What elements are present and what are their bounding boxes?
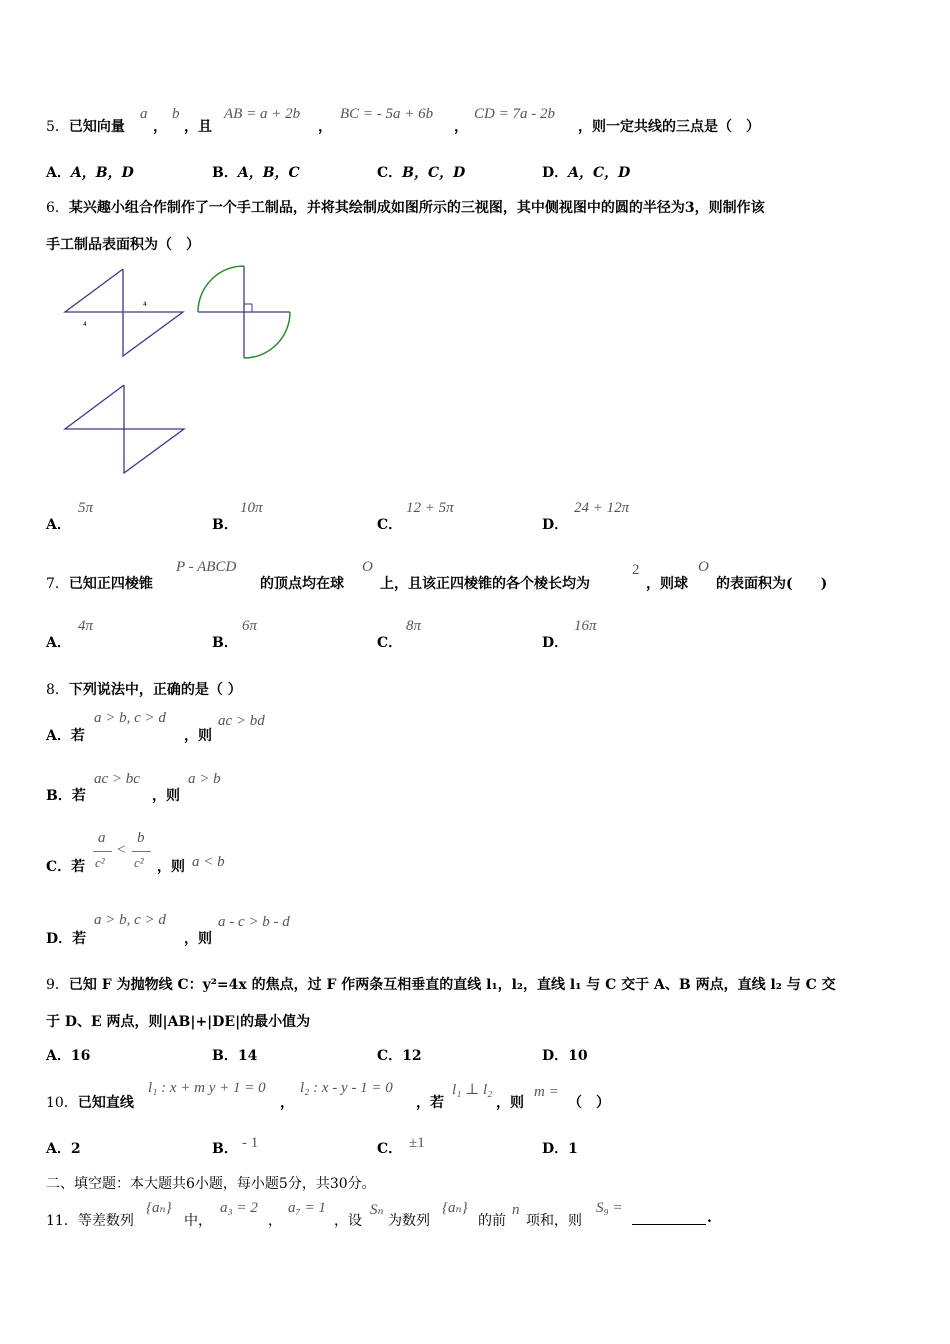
q8-option-a[interactable]: [46, 725, 85, 745]
q9-option-c[interactable]: [377, 1045, 422, 1065]
q8-option-d[interactable]: [46, 928, 86, 948]
front-view-label-top: 4: [143, 301, 147, 308]
q11-sequence-2: {aₙ}: [442, 1200, 468, 1216]
q5-number: 5．: [46, 119, 69, 135]
q6-option-c-value: 12 + 5π: [406, 500, 454, 516]
q10-option-c-value: ±1: [409, 1135, 425, 1151]
option-text: 14: [237, 1048, 258, 1064]
q5-bc-expr: BC = - 5a + 6b: [340, 106, 434, 122]
q8-c-denominator-1: c²: [95, 855, 105, 870]
q11-line: [46, 1210, 134, 1230]
q5-sep-3: ，: [454, 119, 468, 135]
q6-option-b-value: 10π: [240, 500, 263, 516]
q10-line-l1: l₁ : x + m y + 1 = 0: [148, 1080, 266, 1096]
q10-text-1: 已知直线: [77, 1095, 134, 1111]
option-text: B，C，D: [402, 165, 466, 181]
q10-option-b-value: - 1: [242, 1135, 259, 1151]
option-text: 1: [568, 1141, 578, 1157]
q11-text-4: 为数列: [388, 1213, 430, 1229]
q5-sep-1: ，: [153, 119, 167, 135]
q10-perpendicular: l₁ ⊥ l₂: [452, 1082, 493, 1098]
q10-number: 10．: [46, 1095, 78, 1111]
q7-text-3: 上，且该正四棱锥的各个棱长均为: [380, 576, 590, 592]
option-letter: A．: [46, 1048, 71, 1064]
q8-a-then: ，则: [184, 728, 212, 744]
q11-sn: Sₙ: [370, 1202, 384, 1218]
q6-option-a-letter[interactable]: A．: [46, 517, 71, 533]
q8-b-then: ，则: [152, 788, 180, 804]
q10-line: [46, 1092, 134, 1112]
q5-text-2: ，且: [184, 119, 212, 135]
q7-option-b-letter[interactable]: B．: [212, 635, 238, 651]
q5-vector-b: b: [172, 106, 180, 122]
option-letter: C．: [377, 1048, 403, 1064]
q7-number: 7．: [46, 576, 69, 592]
q10-option-c-letter[interactable]: C．: [377, 1141, 403, 1157]
q5-option-a[interactable]: [46, 162, 134, 182]
q10-text-3: ，则: [496, 1095, 524, 1111]
q7-option-d-letter[interactable]: D．: [542, 635, 569, 651]
option-text: 2: [70, 1141, 81, 1157]
q9-text-1: 已知 F 为抛物线 C：y²=4x 的焦点，过 F 作两条互相垂直的直线 l₁，l₂，直线 l₁ 与 C 交于 A、B 两点，直线 l₂ 与 C 交: [68, 977, 836, 993]
q6-option-d-value: 24 + 12π: [574, 500, 630, 516]
q7-text-5: 的表面积为( ): [716, 576, 828, 592]
option-letter: D．: [542, 165, 569, 181]
q11-text-2: 中，: [184, 1213, 212, 1229]
option-letter: C．: [377, 165, 403, 181]
q7-text-2: 的顶点均在球: [260, 576, 344, 592]
option-text: A，B，D: [70, 165, 134, 181]
q5-option-b[interactable]: [212, 162, 300, 182]
q8-b-condition: ac > bc: [94, 771, 140, 787]
q10-line-l2: l₂ : x - y - 1 = 0: [300, 1080, 393, 1096]
q6-text-1: 某兴趣小组合作制作了一个手工制品，并将其绘制成如图所示的三视图，其中侧视图中的圆的半径为3，则制作该: [68, 200, 765, 216]
option-letter: D．: [542, 1141, 569, 1157]
q11-text-3: ，设: [334, 1213, 362, 1229]
option-text: 16: [70, 1048, 91, 1064]
q10-m-equals: m =: [534, 1084, 559, 1100]
q11-a7: a₇ = 1: [288, 1200, 326, 1216]
q7-option-b-value: 6π: [242, 618, 258, 634]
q8-option-c[interactable]: [46, 856, 85, 876]
q5-line: [46, 116, 125, 136]
q5-ab-expr: AB = a + 2b: [224, 106, 301, 122]
q8-line: [46, 679, 242, 699]
q8-number: 8．: [46, 682, 69, 698]
right-angle-mark: [244, 304, 252, 312]
option-text: A，B，C: [237, 165, 300, 181]
q9-option-d[interactable]: [542, 1045, 588, 1065]
section-2-heading: 二、填空题：本大题共6小题，每小题5分，共30分。: [46, 1176, 376, 1192]
q6-number: 6．: [46, 200, 69, 216]
q8-c-denominator-2: c²: [134, 855, 144, 870]
q7-option-c-letter[interactable]: C．: [377, 635, 403, 651]
q11-sequence-1: {aₙ}: [146, 1200, 172, 1216]
side-view-arc-top: [198, 266, 244, 312]
option-text: 12: [402, 1048, 422, 1064]
q7-option-a-value: 4π: [78, 618, 94, 634]
q8-b-result: a > b: [188, 771, 221, 787]
q11-answer-blank[interactable]: [632, 1212, 706, 1225]
q11-end: .: [707, 1210, 712, 1226]
q6-option-a-value: 5π: [78, 500, 94, 516]
q8-c-result: a < b: [192, 854, 225, 870]
option-if: 若: [72, 931, 87, 947]
q8-d-condition: a > b, c > d: [94, 912, 166, 928]
option-text: 10: [568, 1048, 588, 1064]
q6-option-b-letter[interactable]: B．: [212, 517, 238, 533]
q11-s9: S₉ =: [596, 1200, 623, 1216]
q7-option-a-letter[interactable]: A．: [46, 635, 71, 651]
q5-text-1: 已知向量: [68, 119, 125, 135]
q5-sep-2: ，: [318, 119, 332, 135]
q8-c-fraction-bar-1: [93, 851, 112, 852]
front-view-label-left: 4: [83, 321, 87, 328]
q10-sep: ，: [280, 1095, 294, 1111]
q11-text-5: 的前: [478, 1213, 506, 1229]
option-letter: A．: [46, 165, 71, 181]
q7-option-c-value: 8π: [406, 618, 422, 634]
side-view-arc-bottom: [244, 312, 290, 358]
q7-sphere-o-2: O: [698, 559, 709, 575]
q9-line-1: [46, 974, 836, 994]
q10-text-4: （ ）: [568, 1095, 610, 1111]
q11-n: n: [512, 1202, 520, 1218]
option-letter: B．: [212, 1048, 238, 1064]
q7-text-4: ，则球: [646, 576, 688, 592]
q8-c-then: ，则: [157, 859, 185, 875]
q5-option-d[interactable]: [542, 162, 630, 182]
q8-c-fraction-bar-2: [132, 851, 151, 852]
q9-option-b[interactable]: [212, 1045, 257, 1065]
q11-a3: a₃ = 2: [220, 1200, 258, 1216]
q10-option-d[interactable]: [542, 1138, 578, 1158]
q8-c-numerator-b: b: [137, 830, 145, 846]
q8-a-result: ac > bd: [218, 713, 265, 729]
q5-vector-a: a: [140, 106, 148, 122]
q8-c-less-than: <: [117, 842, 126, 858]
front-view-shape: [65, 269, 183, 356]
q11-sep: ，: [268, 1213, 282, 1229]
q10-text-2: ，若: [416, 1095, 444, 1111]
q10-option-b-letter[interactable]: B．: [212, 1141, 238, 1157]
q8-option-b[interactable]: [46, 785, 86, 805]
option-text: A，C，D: [568, 165, 631, 181]
option-letter: B．: [46, 788, 72, 804]
q11-text-6: 项和，则: [526, 1213, 582, 1229]
q8-c-numerator-a: a: [98, 830, 106, 846]
q6-line-1: [46, 197, 765, 217]
q9-option-a[interactable]: [46, 1045, 90, 1065]
q11-number: 11．: [46, 1213, 78, 1229]
option-letter: A．: [46, 1141, 71, 1157]
q7-edge-length: 2: [632, 562, 640, 578]
q8-text: 下列说法中，正确的是（ ）: [68, 682, 242, 698]
q8-d-result: a - c > b - d: [218, 914, 290, 930]
q9-line-2: 于 D、E 两点，则|AB|+|DE|的最小值为: [46, 1014, 311, 1030]
option-if: 若: [70, 728, 85, 744]
option-if: 若: [71, 788, 86, 804]
q7-sphere-o-1: O: [362, 559, 373, 575]
q5-option-c[interactable]: [377, 162, 465, 182]
q8-d-then: ，则: [184, 931, 212, 947]
option-if: 若: [71, 859, 86, 875]
q7-pyramid: P - ABCD: [176, 559, 237, 575]
q5-cd-expr: CD = 7a - 2b: [474, 106, 555, 122]
q7-line: [46, 573, 153, 593]
option-letter: C．: [46, 859, 72, 875]
option-letter: A．: [46, 728, 71, 744]
q6-line-2: 手工制品表面积为（ ）: [46, 237, 200, 253]
q6-option-c-letter[interactable]: C．: [377, 517, 403, 533]
q6-option-d-letter[interactable]: D．: [542, 517, 569, 533]
q11-text-1: 等差数列: [77, 1213, 134, 1229]
q10-option-a[interactable]: [46, 1138, 81, 1158]
option-letter: D．: [46, 931, 73, 947]
q5-text-3: ，则一定共线的三点是（ ）: [578, 119, 760, 135]
option-letter: B．: [212, 165, 238, 181]
q7-text-1: 已知正四棱锥: [68, 576, 153, 592]
q9-number: 9．: [46, 977, 69, 993]
three-view-figure: [55, 262, 300, 477]
q7-option-d-value: 16π: [574, 618, 597, 634]
option-letter: D．: [542, 1048, 569, 1064]
q8-a-condition: a > b, c > d: [94, 710, 166, 726]
top-view-shape: [65, 385, 184, 473]
